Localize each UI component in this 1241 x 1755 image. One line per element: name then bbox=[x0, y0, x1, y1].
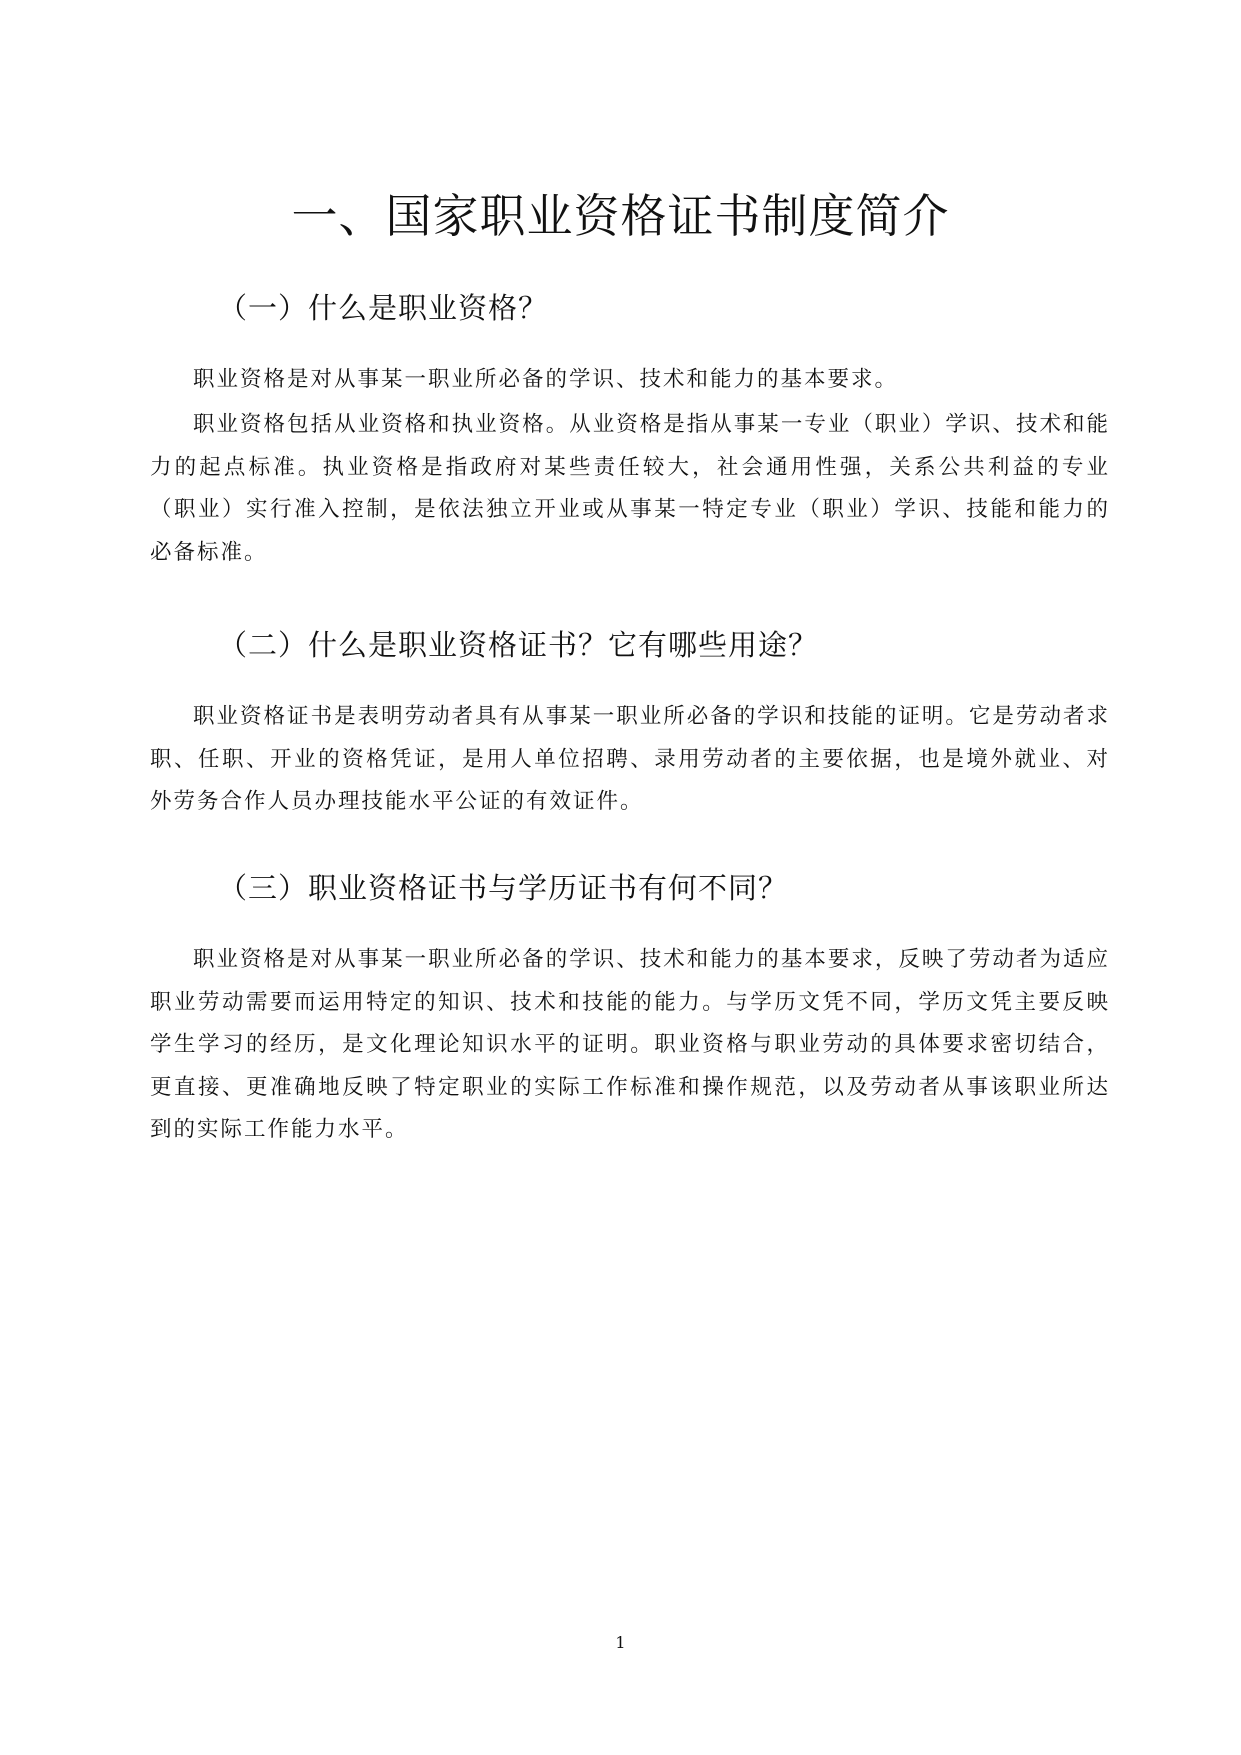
section-2-paragraph-1: 职业资格证书是表明劳动者具有从事某一职业所必备的学识和技能的证明。它是劳动者求职、任职、开业的资格凭证，是用人单位招聘、录用劳动者的主要依据，也是境外就业、对外劳务合作人员办理技能水平公证的有效证件。 bbox=[150, 704, 1110, 814]
page-title: 一、国家职业资格证书制度简介 bbox=[291, 189, 950, 243]
section-heading-2: （二）什么是职业资格证书？它有哪些用途？ bbox=[218, 628, 819, 662]
page-number: 1 bbox=[615, 1633, 626, 1652]
section-1-paragraph-1: 职业资格是对从事某一职业所必备的学识、技术和能力的基本要求。 bbox=[193, 367, 899, 392]
section-heading-1: （一）什么是职业资格？ bbox=[218, 291, 549, 325]
section-1-paragraph-2: 职业资格包括从业资格和执业资格。从业资格是指从事某一专业（职业）学识、技术和能力的起点标准。执业资格是指政府对某些责任较大，社会通用性强，关系公共利益的专业（职业）实行准入控制，是依法独立开业或从事某一特定专业（职业）学识、技能和能力的必备标准。 bbox=[150, 412, 1110, 565]
section-3-paragraph-1: 职业资格是对从事某一职业所必备的学识、技术和能力的基本要求，反映了劳动者为适应职业劳动需要而运用特定的知识、技术和技能的能力。与学历文凭不同，学历文凭主要反映学生学习的经历，是文化理论知识水平的证明。职业资格与职业劳动的具体要求密切结合，更直接、更准确地反映了特定职业的实际工作标准和操作规范，以及劳动者从事该职业所达到的实际工作能力水平。 bbox=[150, 947, 1110, 1142]
section-heading-3: （三）职业资格证书与学历证书有何不同？ bbox=[218, 871, 789, 905]
